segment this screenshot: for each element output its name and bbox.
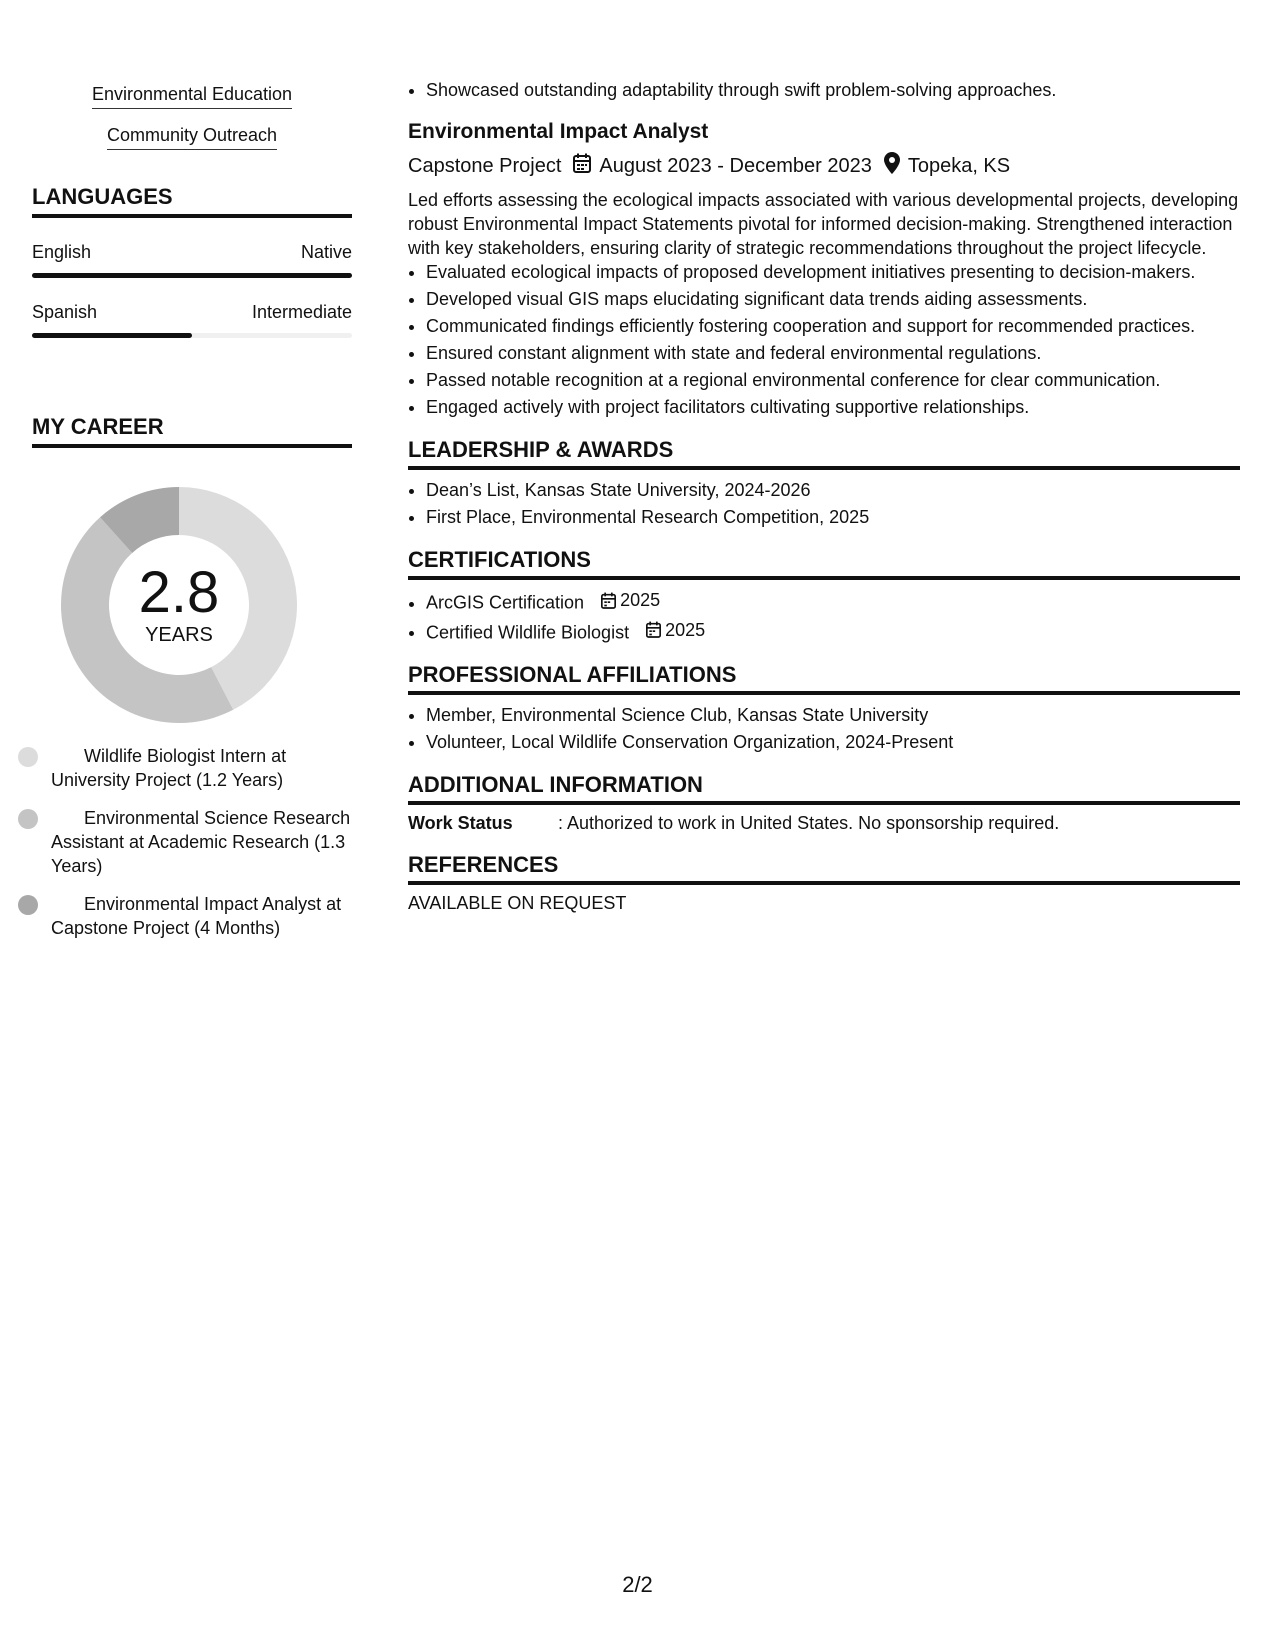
career-role-label: Environmental Science Research Assistant at Academic Research (1.3 Years) [51, 808, 351, 876]
references-text: AVAILABLE ON REQUEST [408, 893, 627, 913]
skill-label: Environmental Education [92, 84, 292, 109]
career-total-value: 2.8 [138, 559, 220, 625]
cert-date: 2025 [665, 619, 706, 640]
cert-date-wrap [646, 618, 705, 642]
cert-name: ArcGIS Certification [426, 592, 585, 613]
list-item: • Engaged actively with project facilitators cultivating supportive relationships. [426, 395, 1240, 419]
list-item: • Showcased outstanding adaptability through swift problem-solving approaches. [426, 78, 1240, 102]
calendar-icon [646, 621, 661, 638]
affiliations-heading: PROFESSIONAL AFFILIATIONS [408, 662, 1240, 695]
language-bar [32, 273, 352, 278]
affiliations-list [408, 703, 1240, 754]
job-company: Capstone Project [408, 154, 562, 177]
cert-date-wrap [601, 588, 660, 612]
skill-label: Community Outreach [107, 125, 277, 150]
language-name: Spanish [32, 302, 98, 322]
language-name: English [32, 242, 92, 262]
career-role-label: Wildlife Biologist Intern at University Project (1.2 Years) [51, 746, 287, 790]
references-heading: REFERENCES [408, 852, 1240, 885]
main-content [408, 78, 1240, 914]
list-item: • Volunteer, Local Wildlife Conservation Organization, 2024-Present [426, 730, 1240, 754]
language-item [32, 302, 352, 338]
list-item: • Ensured constant alignment with state and federal environmental regulations. [426, 341, 1240, 365]
legend-dot [18, 747, 38, 767]
job-dates: August 2023 - December 2023 [599, 154, 872, 177]
sidebar [32, 84, 352, 954]
legend-dot [18, 809, 38, 829]
language-level: Intermediate [251, 302, 352, 322]
legend-dot [18, 895, 38, 915]
additional-info-heading: ADDITIONAL INFORMATION [408, 772, 1240, 805]
job-meta [408, 152, 1240, 180]
list-item: • Passed notable recognition at a regional environmental conference for clear communication. [426, 368, 1240, 392]
list-item: • Developed visual GIS maps elucidating significant data trends aiding assessments. [426, 287, 1240, 311]
career-legend [32, 744, 352, 940]
career-total [54, 480, 304, 730]
career-heading: MY CAREER [32, 414, 352, 448]
carryover-bullets [408, 78, 1240, 102]
work-status-value: : Authorized to work in United States. No sponsorship required. [558, 813, 1060, 833]
skill-tag [32, 84, 352, 109]
certifications-list [408, 588, 1240, 644]
calendar-icon [601, 592, 616, 609]
list-item [426, 588, 1240, 615]
calendar-icon [573, 153, 591, 179]
language-bar [32, 333, 352, 338]
list-item: • Evaluated ecological impacts of proposed development initiatives presenting to decision-makers. [426, 260, 1240, 284]
career-total-unit: YEARS [145, 623, 213, 646]
career-legend-item [51, 806, 352, 878]
language-bar-fill [32, 333, 192, 338]
career-legend-item [51, 744, 352, 792]
language-bar-fill [32, 273, 352, 278]
job-location: Topeka, KS [907, 154, 1011, 177]
cert-date: 2025 [620, 590, 661, 610]
list-item [426, 618, 1240, 645]
location-pin-icon [884, 152, 900, 180]
job-description: Led efforts assessing the ecological impacts associated with various developmental projects, developing robust Environmental Impact Statements pivotal for informed decision-making. Strengthened interaction with key stakeholders, ensuring clarity of strategic recommendations throughout the project lifecycle. [408, 190, 1239, 258]
language-level: Native [300, 242, 352, 262]
job-title: Environmental Impact Analyst [408, 120, 709, 143]
certifications-heading: CERTIFICATIONS [408, 547, 1240, 580]
career-legend-item [51, 892, 352, 940]
work-status-row [408, 813, 1240, 834]
skill-tag [32, 125, 352, 150]
awards-heading: LEADERSHIP & AWARDS [408, 437, 1240, 470]
cert-name: Certified Wildlife Biologist [426, 622, 630, 642]
list-item: • Communicated findings efficiently fostering cooperation and support for recommended practices. [426, 314, 1240, 338]
job-bullets [408, 260, 1240, 419]
career-role-label: Environmental Impact Analyst at Capstone Project (4 Months) [51, 894, 342, 938]
awards-list [408, 478, 1240, 529]
language-item [32, 242, 352, 278]
work-status-label: Work Status [408, 813, 513, 833]
list-item: • Member, Environmental Science Club, Kansas State University [426, 703, 1240, 727]
list-item: • First Place, Environmental Research Competition, 2025 [426, 505, 1240, 529]
page-number: 2/2 [622, 1572, 653, 1597]
languages-heading: LANGUAGES [32, 184, 352, 218]
career-donut-chart [32, 462, 352, 722]
list-item: • Dean’s List, Kansas State University, 2024-2026 [426, 478, 1240, 502]
